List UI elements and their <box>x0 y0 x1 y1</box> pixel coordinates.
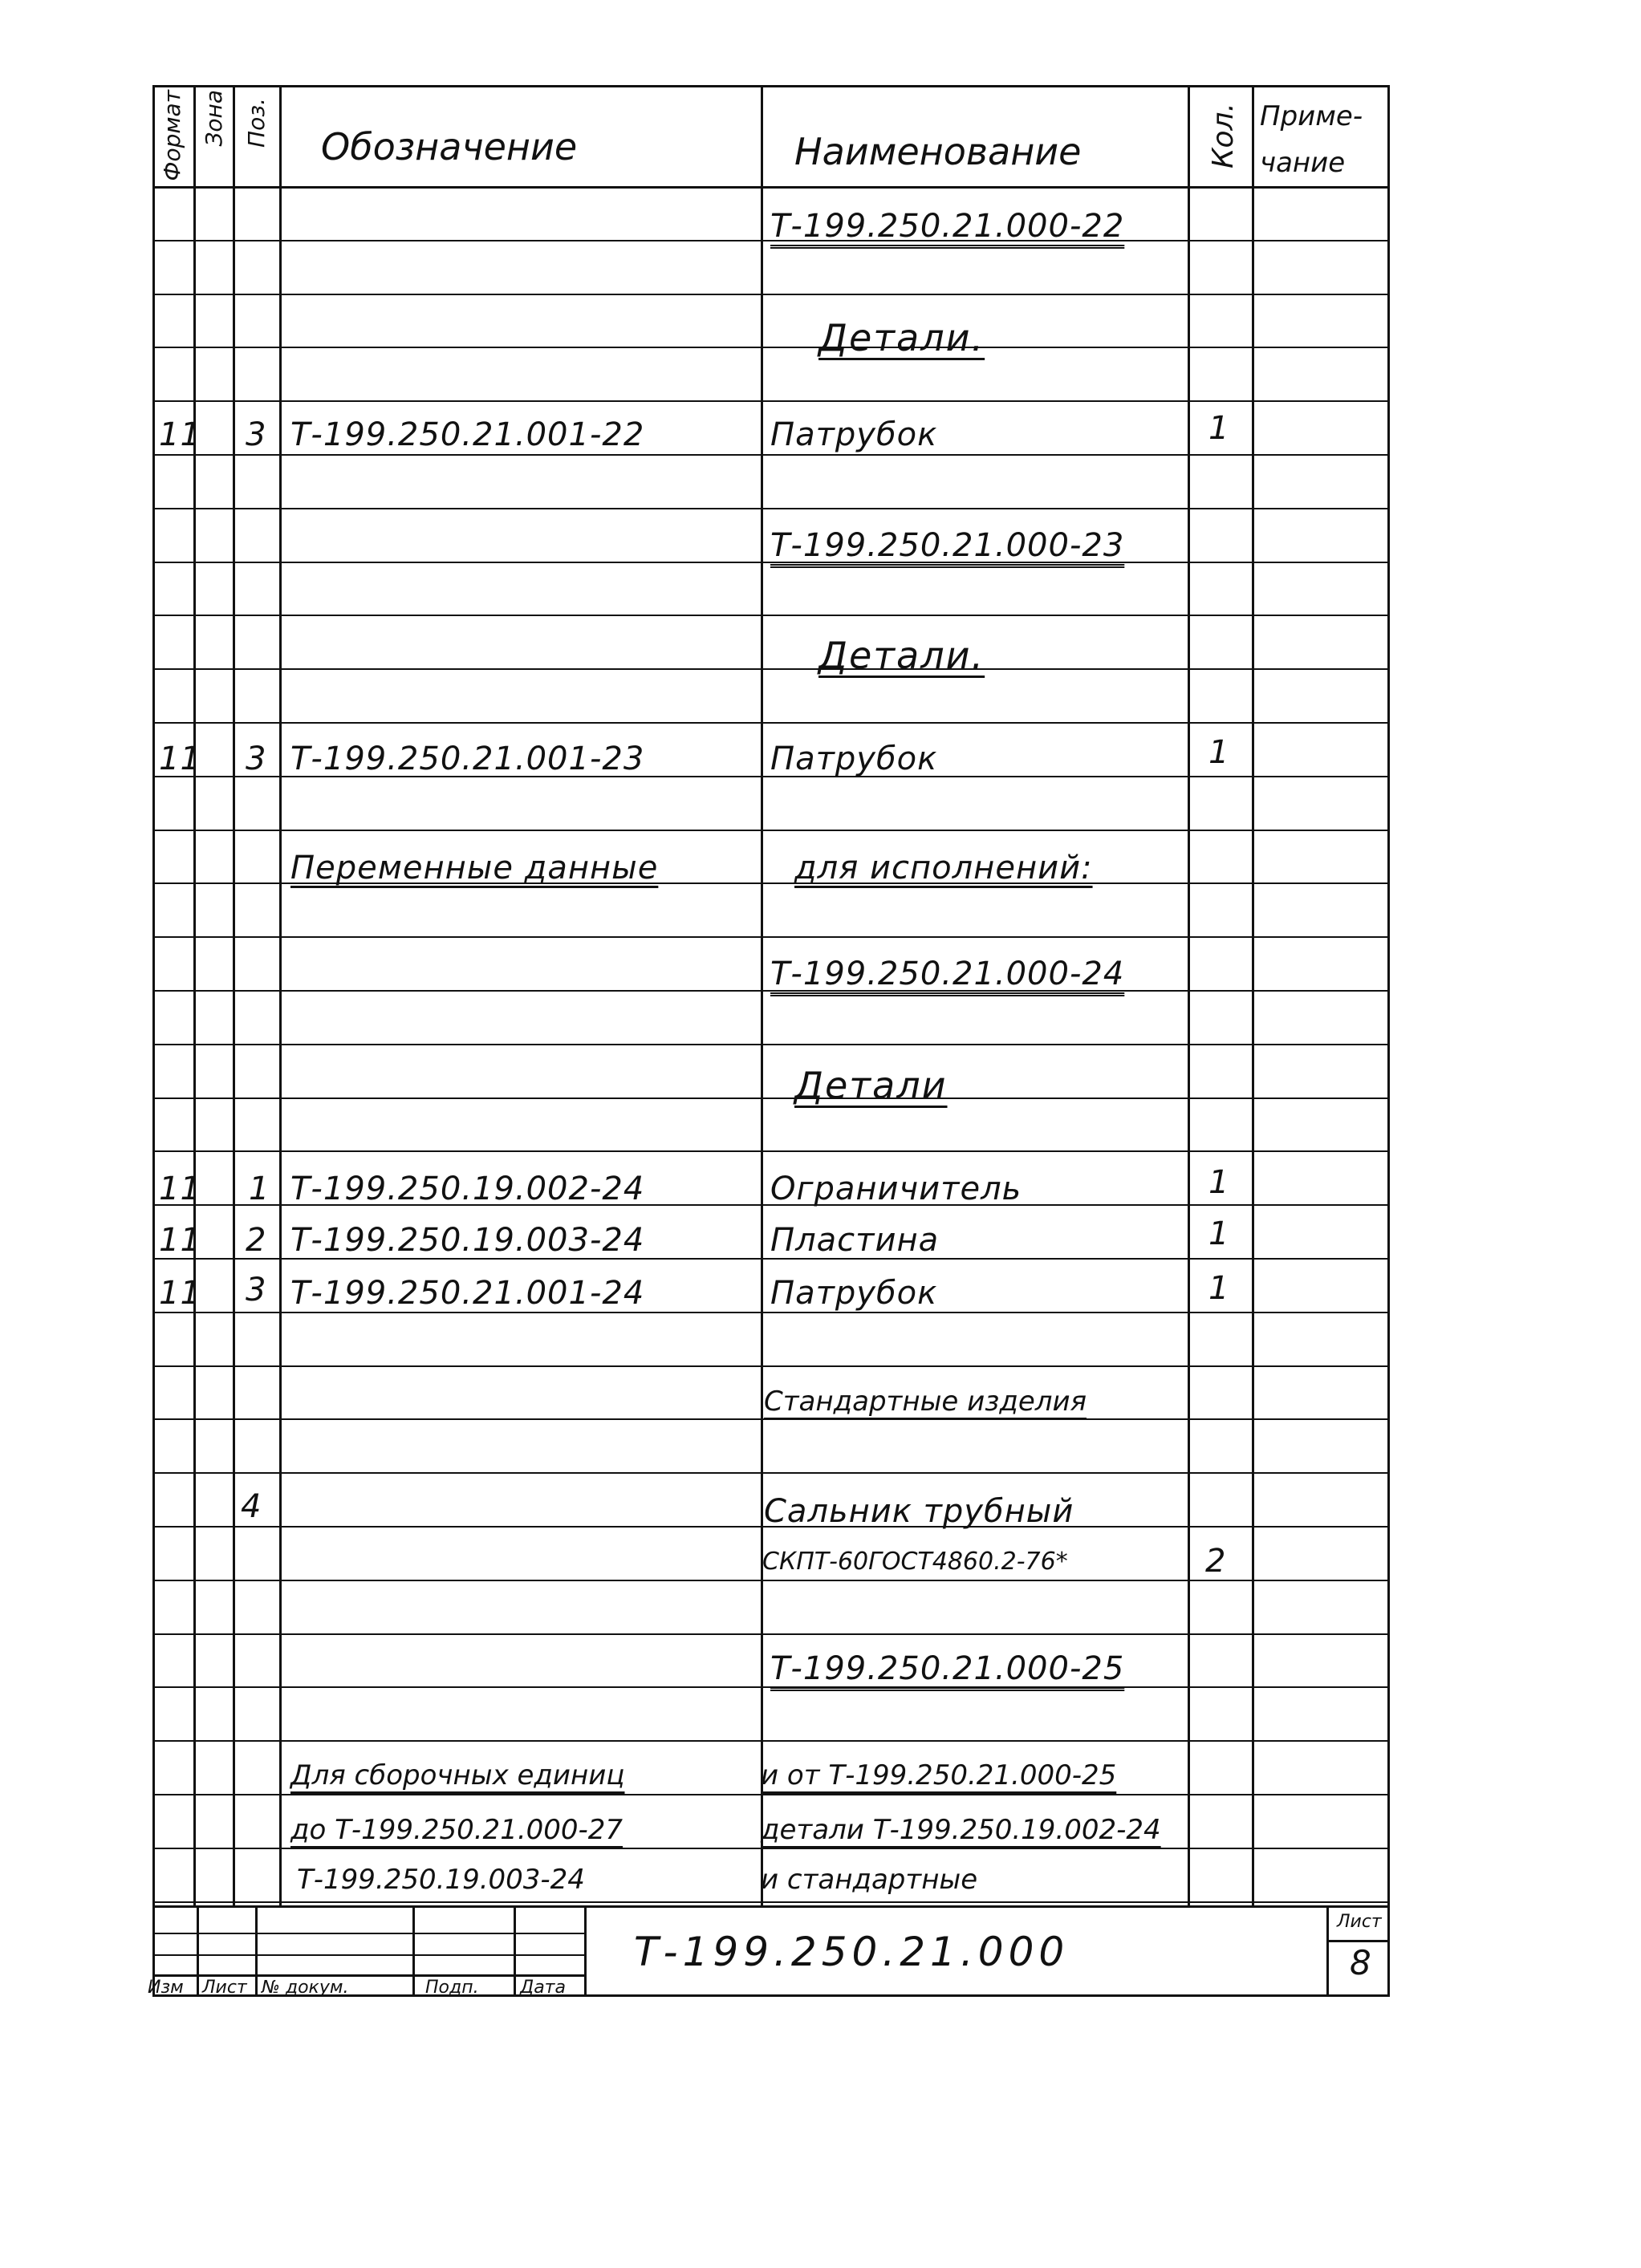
row-qty-3: 1 <box>1208 1164 1230 1201</box>
row-line <box>152 508 1390 509</box>
row-format-3: 11 <box>159 1171 201 1207</box>
row-line <box>152 1418 1390 1420</box>
row-designation-2: Т-199.250.21.001-23 <box>290 740 645 777</box>
row-pos-5: 3 <box>246 1272 267 1308</box>
row-qty-5: 1 <box>1208 1270 1230 1307</box>
header-name: Наименование <box>794 130 1082 173</box>
row-section-details-2: Детали. <box>818 634 985 677</box>
row-line <box>152 936 1390 938</box>
row-qty-2: 1 <box>1208 734 1230 771</box>
row-format-2: 11 <box>159 740 201 777</box>
row-line <box>152 722 1390 724</box>
row-line <box>152 347 1390 348</box>
row-line <box>152 1097 1390 1099</box>
note-line2-left: до Т-199.250.21.000-27 <box>290 1814 623 1846</box>
note-line3-left: Т-199.250.19.003-24 <box>297 1864 585 1896</box>
row-pos-1: 3 <box>246 416 267 453</box>
row-name-7: СКПТ-60ГОСТ4860.2-76* <box>762 1548 1068 1576</box>
row-name-assembly-24: Т-199.250.21.000-24 <box>770 955 1125 992</box>
row-designation-5: Т-199.250.21.001-24 <box>290 1275 645 1312</box>
row-line <box>152 400 1390 402</box>
row-line <box>152 1580 1390 1581</box>
row-section-details-1: Детали. <box>818 316 985 359</box>
row-format-5: 11 <box>159 1275 201 1312</box>
row-qty-4: 1 <box>1208 1215 1230 1252</box>
tb-document-code: Т-199.250.21.000 <box>634 1929 1070 1975</box>
tb-line-a <box>152 1933 586 1934</box>
row-name-5: Патрубок <box>770 1275 938 1312</box>
row-line <box>152 1794 1390 1795</box>
header-note-line2: чание <box>1260 147 1346 179</box>
row-section-standard-items: Стандартные изделия <box>764 1386 1087 1418</box>
row-line <box>152 615 1390 616</box>
tb-sheet-line <box>1326 1940 1390 1942</box>
row-line <box>152 1365 1390 1367</box>
tb-col-sheet <box>1326 1905 1329 1997</box>
row-line <box>152 1150 1390 1152</box>
row-pos-4: 2 <box>246 1222 267 1259</box>
tb-col-1 <box>197 1905 199 1997</box>
row-name-4: Пластина <box>770 1222 940 1259</box>
tb-label-change: Изм <box>148 1978 184 1998</box>
header-pos: Поз. <box>243 98 270 148</box>
tb-line-b <box>152 1954 586 1956</box>
header-note-line1: Приме- <box>1260 100 1363 132</box>
row-line <box>152 1901 1390 1903</box>
row-name-assembly-22: Т-199.250.21.000-22 <box>770 208 1125 245</box>
tb-label-doc-no: № докум. <box>262 1978 349 1998</box>
note-line3-right: и стандартные <box>761 1864 978 1896</box>
row-name-2: Патрубок <box>770 740 938 777</box>
row-line <box>152 294 1390 295</box>
row-line <box>152 1848 1390 1849</box>
row-format-4: 11 <box>159 1222 201 1259</box>
tb-line-c <box>152 1974 586 1977</box>
tb-sheet-label: Лист <box>1337 1912 1382 1932</box>
header-zone: Зона <box>201 90 227 147</box>
row-line <box>152 668 1390 670</box>
row-name-assembly-23: Т-199.250.21.000-23 <box>770 527 1125 564</box>
row-name-3: Ограничитель <box>770 1171 1022 1207</box>
header-line <box>152 186 1390 189</box>
row-line <box>152 1312 1390 1313</box>
tb-col-3 <box>412 1905 415 1997</box>
row-name-6: Сальник трубный <box>764 1493 1074 1530</box>
row-variable-data-suffix: для исполнений: <box>794 850 1093 887</box>
row-pos-2: 3 <box>246 740 267 777</box>
note-line1-left: Для сборочных единиц <box>290 1759 625 1791</box>
header-designation: Обозначение <box>321 125 578 168</box>
header-format: Формат <box>159 90 185 181</box>
row-line <box>152 1472 1390 1474</box>
row-line <box>152 454 1390 456</box>
row-name-1: Патрубок <box>770 416 938 453</box>
row-line <box>152 1633 1390 1635</box>
header-qty: Кол. <box>1207 103 1240 169</box>
row-format-1: 11 <box>159 416 201 453</box>
row-pos-3: 1 <box>249 1171 270 1207</box>
row-designation-4: Т-199.250.19.003-24 <box>290 1222 645 1259</box>
row-variable-data-label: Переменные данные <box>290 850 659 887</box>
row-qty-7: 2 <box>1205 1543 1227 1580</box>
tb-label-sheet: Лист <box>202 1978 247 1998</box>
tb-label-sign: Подп. <box>425 1978 479 1998</box>
row-designation-1: Т-199.250.21.001-22 <box>290 416 645 453</box>
row-designation-3: Т-199.250.19.002-24 <box>290 1171 645 1207</box>
row-name-assembly-25: Т-199.250.21.000-25 <box>770 1650 1125 1687</box>
row-line <box>152 1740 1390 1742</box>
tb-col-4 <box>514 1905 516 1997</box>
row-section-details-3: Детали <box>794 1064 948 1107</box>
row-line <box>152 1044 1390 1045</box>
note-line2-right: детали Т-199.250.19.002-24 <box>761 1814 1161 1846</box>
tb-col-2 <box>255 1905 258 1997</box>
tb-col-5 <box>584 1905 587 1997</box>
tb-label-date: Дата <box>520 1978 566 1998</box>
tb-sheet-number: 8 <box>1350 1943 1371 1982</box>
note-line1-right: и от Т-199.250.21.000-25 <box>761 1759 1117 1791</box>
row-pos-6: 4 <box>241 1488 262 1525</box>
row-qty-1: 1 <box>1208 410 1230 447</box>
row-line <box>152 830 1390 831</box>
